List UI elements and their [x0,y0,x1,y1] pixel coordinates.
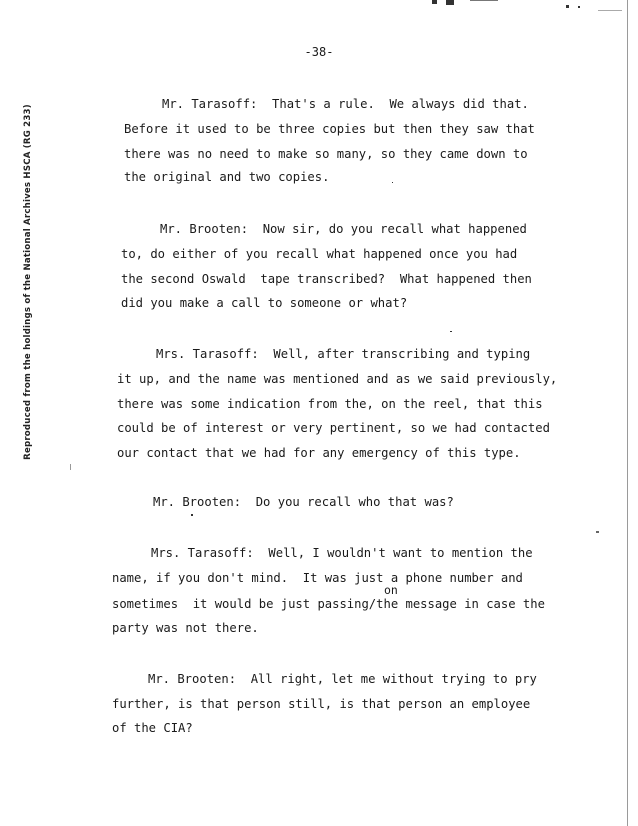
page-number: -38- [304,45,334,59]
scan-speck [432,0,437,4]
transcript-line: could be of interest or very pertinent, so we had contacted [117,421,550,435]
scan-speck [392,182,393,183]
transcript-line: Mr. Brooten: All right, let me without trying to pry [148,672,537,686]
transcript-line: did you make a call to someone or what? [121,296,408,310]
transcript-line: the second Oswald tape transcribed? What happened then [121,272,532,286]
scan-speck [578,6,580,8]
transcript-line: name, if you don't mind. It was just a phone number and [112,571,523,585]
transcript-line: our contact that we had for any emergency of this type. [117,446,521,460]
transcript-line: sometimes it would be just passing/the message in case the [112,597,545,611]
transcript-line: party was not there. [112,621,259,635]
scan-speck [598,10,622,11]
transcript-line: there was some indication from the, on the reel, that this [117,397,543,411]
transcript-line: Mr. Tarasoff: That's a rule. We always did that. [162,97,529,111]
transcript-line: Mrs. Tarasoff: Well, after transcribing and typing [156,347,531,361]
transcript-line: Mr. Brooten: Do you recall who that was? [153,495,454,509]
transcript-line: Mr. Brooten: Now sir, do you recall what happened [160,222,527,236]
transcript-line: it up, and the name was mentioned and as we said previously, [117,372,558,386]
scan-speck [70,464,71,470]
transcript-line: Mrs. Tarasoff: Well, I wouldn't want to mention the [151,546,533,560]
scan-speck [191,514,193,516]
transcript-line: to, do either of you recall what happened once you had [121,247,518,261]
transcript-line: further, is that person still, is that person an employee [112,697,531,711]
scan-speck [450,331,452,332]
scan-speck [446,0,454,5]
interlinear-insertion: on [384,583,398,597]
scan-speck [566,5,569,8]
transcript-line: there was no need to make so many, so they came down to [124,147,528,161]
transcript-line: the original and two copies. [124,170,330,184]
transcript-line: Before it used to be three copies but then they saw that [124,122,535,136]
page-edge-line [627,0,628,826]
scan-speck [596,531,599,533]
archive-reproduction-note: Reproduced from the holdings of the National Archives HSCA (RG 233) [23,104,33,460]
scan-speck [470,0,498,1]
transcript-line: of the CIA? [112,721,193,735]
